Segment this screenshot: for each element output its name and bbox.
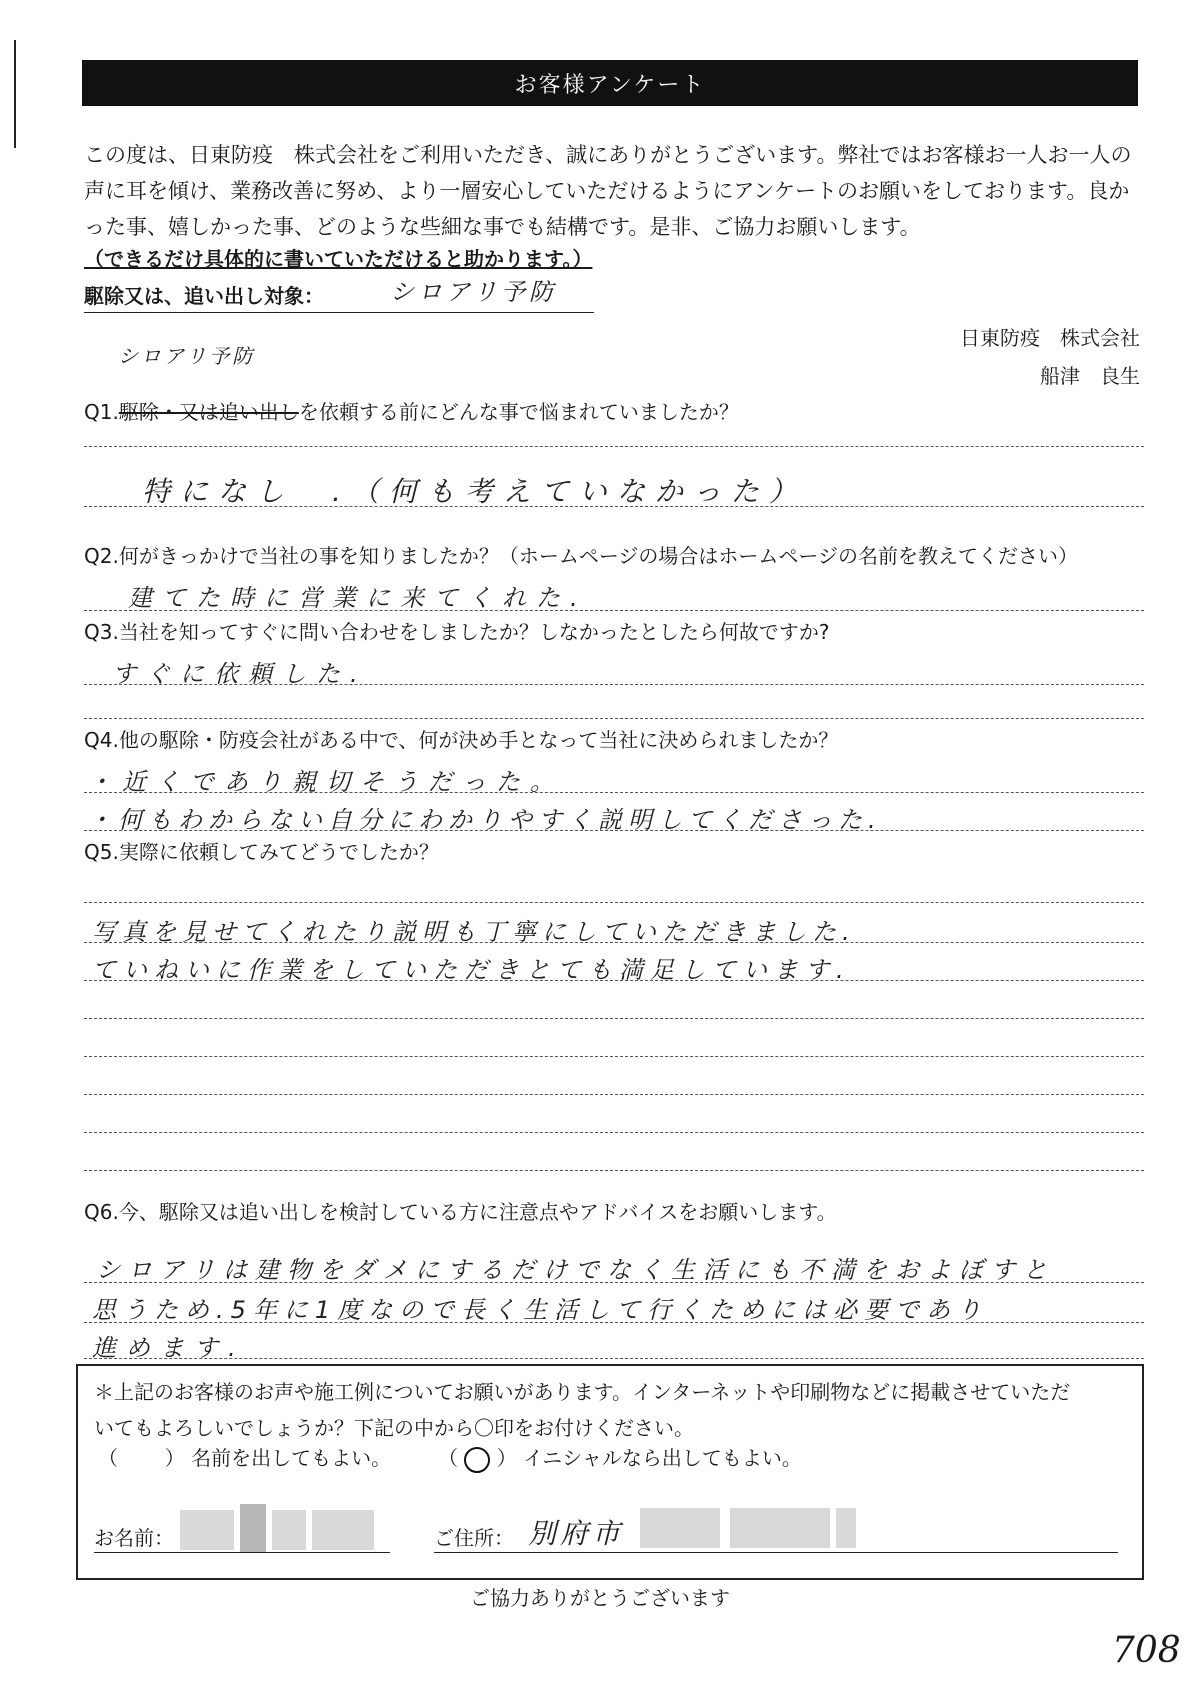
target-underline — [84, 312, 594, 313]
answer-line — [84, 506, 1144, 507]
answer-line — [84, 718, 1144, 719]
survey-title: お客様アンケート — [82, 60, 1138, 106]
redacted-block — [730, 1508, 830, 1548]
option-bracket-open: （ — [98, 1446, 118, 1470]
q6-answer-line3: 進めます. — [92, 1334, 246, 1362]
q5-answer-line1: 写真を見せてくれたり説明も丁寧にしていただきました. — [92, 918, 856, 946]
answer-line — [84, 792, 1144, 793]
redacted-block — [272, 1510, 306, 1550]
q6-answer-line2: 思うため.5年に1度なので長く生活して行くためには必要であり — [92, 1296, 989, 1324]
option-bracket-open: （ — [438, 1446, 458, 1470]
consent-line: いてもよろしいでしょうか？下記の中から〇印をお付けください。 — [94, 1416, 694, 1440]
q2-question: Q2.何がきっかけで当社の事を知りましたか？（ホームページの場合はホームページの名前を教えてください） — [84, 544, 1079, 568]
answer-line — [84, 1170, 1144, 1171]
target-value: シロアリ予防 — [390, 278, 558, 306]
address-value: 別府市 — [528, 1517, 625, 1550]
q1-suffix: を依頼する前にどんな事で悩まれていましたか？ — [298, 400, 739, 424]
q4-answer-line2: ・何もわからない自分にわかりやすく説明してくださった. — [88, 806, 882, 834]
answer-line — [84, 1056, 1144, 1057]
redacted-block — [240, 1504, 266, 1552]
target-label: 駆除又は、追い出し対象： — [84, 284, 324, 308]
answer-line — [84, 830, 1144, 831]
q1-question — [84, 396, 739, 425]
q2-answer: 建てた時に営業に来てくれた. — [128, 584, 588, 612]
answer-line — [84, 1094, 1144, 1095]
q4-answer-line1: ・近くであり親切そうだった。 — [88, 768, 564, 796]
option-label: イニシャルなら出してもよい。 — [523, 1446, 802, 1470]
intro-line: 声に耳を傾け、業務改善に努め、より一層安心していただけるようにアンケートのお願いをしております。良か — [84, 179, 1130, 203]
answer-line — [84, 1322, 1144, 1323]
page-number: 708 — [1112, 1630, 1181, 1671]
q6-answer-line1: シロアリは建物をダメにするだけでなく生活にも不満をおよぼすと — [96, 1256, 1056, 1284]
answer-line — [84, 942, 1144, 943]
intro-text — [84, 137, 1144, 245]
thanks-text: ご協力ありがとうございます — [470, 1586, 730, 1610]
q1-struck-text: 駆除・又は追い出し — [118, 400, 299, 424]
q3-answer: すぐに依頼した. — [112, 660, 368, 688]
intro-note: （できるだけ具体的に書いていただけると助かります。） — [84, 247, 593, 271]
redacted-block — [180, 1510, 234, 1550]
option-bracket-close: ） — [496, 1446, 517, 1470]
q5-question: Q5.実際に依頼してみてどうでしたか？ — [84, 840, 439, 864]
intro-line: った事、嬉しかった事、どのような些細な事でも結構です。是非、ご協力お願いします。 — [84, 215, 921, 239]
q5-answer-line2: ていねいに作業をしていただきとても満足しています. — [92, 956, 851, 984]
signer-name: 船津 良生 — [1040, 364, 1140, 388]
answer-line — [84, 446, 1144, 447]
redacted-block — [640, 1508, 720, 1548]
answer-line — [84, 1358, 1144, 1359]
redacted-block — [312, 1510, 374, 1550]
answer-line — [84, 610, 1144, 611]
answer-line — [84, 1018, 1144, 1019]
answer-line — [84, 902, 1144, 903]
q6-question: Q6.今、駆除又は追い出しを検討している方に注意点やアドバイスをお願いします。 — [84, 1200, 837, 1224]
q1-answer: 特になし .（何も考えていなかった） — [142, 475, 807, 508]
name-label: お名前： — [94, 1526, 174, 1550]
answer-line — [84, 684, 1144, 685]
answer-line — [84, 980, 1144, 981]
answer-line — [84, 1132, 1144, 1133]
consent-option-initials[interactable] — [438, 1442, 802, 1473]
q1-correction: シロアリ予防 — [118, 344, 256, 368]
address-underline — [434, 1552, 1118, 1553]
circle-mark-icon — [464, 1447, 490, 1473]
consent-line: ＊上記のお客様のお声や施工例についてお願いがあります。インターネットや印刷物などに掲載させていただ — [94, 1380, 1071, 1404]
address-label: ご住所： — [434, 1526, 514, 1550]
answer-line — [84, 1282, 1144, 1283]
consent-text — [94, 1374, 1134, 1446]
option-label: 名前を出してもよい。 — [191, 1446, 392, 1470]
margin-mark — [14, 40, 16, 148]
q4-question: Q4.他の駆除・防疫会社がある中で、何が決め手となって当社に決められましたか？ — [84, 728, 839, 752]
option-bracket-close: ） — [164, 1446, 185, 1470]
redacted-block — [836, 1508, 856, 1548]
q3-question: Q3.当社を知ってすぐに問い合わせをしましたか？しなかったとしたら何故ですか? — [84, 620, 830, 644]
q1-prefix: Q1. — [84, 400, 119, 424]
intro-line: この度は、日東防疫 株式会社をご利用いただき、誠にありがとうございます。弊社ではお客様お一人お一人の — [84, 143, 1132, 167]
company-name: 日東防疫 株式会社 — [960, 326, 1140, 350]
consent-option-name[interactable] — [98, 1442, 391, 1471]
name-underline — [94, 1552, 390, 1553]
